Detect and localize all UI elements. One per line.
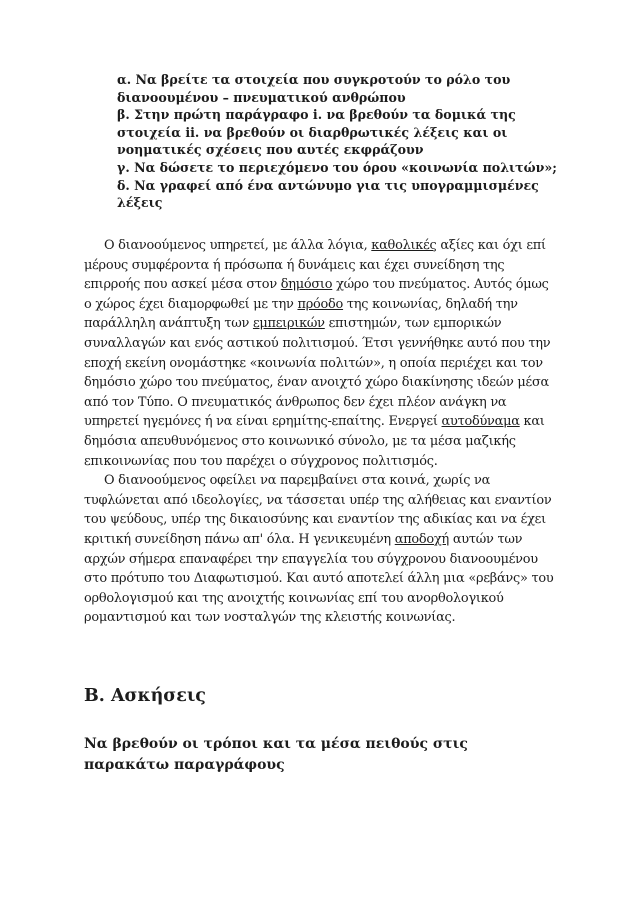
text-run: χώρο του πνεύματος. Αυτός όμως ο χώρος έχει διαμορφωθεί με την xyxy=(84,277,549,312)
text-run: της κοινωνίας, δηλαδή την παράλληλη ανάπτυξη των xyxy=(84,296,518,332)
passage-paragraph-1 xyxy=(84,236,556,471)
text-run: αξίες και όχι επί μέρους συμφέροντα ή πρόσωπα ή δυνάμεις και έχει συνείδηση της επιρροής που ασκεί μέσα στον xyxy=(84,238,546,293)
underlined-word: αυτοδύναμα xyxy=(441,414,520,430)
underlined-word: πρόοδο xyxy=(297,296,344,312)
question-c: γ. Να δώσετε το περιεχόμενο του όρου «κοινωνία πολιτών»; xyxy=(117,159,557,175)
passage-paragraph-2 xyxy=(84,471,556,628)
underlined-word: εμπειρικών xyxy=(252,316,325,332)
underlined-word: καθολικές xyxy=(371,238,437,253)
passage xyxy=(84,236,556,628)
question-a: α. Να βρείτε τα στοιχεία που συγκροτούν το ρόλο του διανοουμένου – πνευματικού ανθρώπου xyxy=(117,72,511,105)
underlined-word: δημόσιο xyxy=(280,277,333,293)
text-run: Ο διανοούμενος υπηρετεί, με άλλα λόγια, xyxy=(104,238,372,253)
exercise-heading: Να βρεθούν οι τρόποι και τα μέσα πειθούς στις παρακάτω παραγράφους xyxy=(84,736,468,773)
underlined-word: αποδοχή xyxy=(394,531,449,547)
question-b: β. Στην πρώτη παράγραφο i. να βρεθούν τα δομικά της στοιχεία ii. να βρεθούν οι διαρθρωτικές λέξεις και οι νοηματικές σχέσεις που αυτές εκφράζουν xyxy=(117,107,516,158)
text-run: Ο διανοούμενος οφείλει να παρεμβαίνει στα κοινά, χωρίς να τυφλώνεται από ιδεολογίες, να τάσσεται υπέρ της αλήθειας και εναντίον του ψεύδους, υπέρ της δικαιοσύνης και εναντίον της αδικίας και να έχει κριτική συνείδηση πάνω απ' όλα. Η γενικευμένη xyxy=(84,473,552,547)
text-run: και δημόσια απευθυνόμενος στο κοινωνικό σύνολο, με τα μέσα μαζικής επικοινωνίας που του παρέχει ο σύγχρονος πολιτισμός. xyxy=(84,414,545,469)
section-title: Β. Ασκήσεις xyxy=(84,686,206,706)
question-d: δ. Να γραφεί από ένα αντώνυμο για τις υπογραμμισμένες λέξεις xyxy=(117,177,539,211)
text-run: επιστημών, των εμπορικών συναλλαγών και ενός αστικού πολιτισμού. Έτσι γεννήθηκε αυτό που την εποχή εκείνη ονομάστηκε «κοινωνία πολιτών», η οποία περιέχει και τον δημόσιο χώρο του πνεύματος, έναν ανοιχτό χώρο διακίνησης ιδεών μέσα από τον Τύπο. Ο πνευματικός άνθρωπος δεν έχει πλέον ανάγκη να υπηρετεί ηγεμόνες ή να είναι ερημίτης-επαίτης. Ενεργεί xyxy=(84,316,551,430)
text-run: αυτών των αρχών σήμερα επαναφέρει την επαγγελία του σύγχρονου διανοουμένου στο πρότυπο του Διαφωτισμού. Και αυτό αποτελεί άλλη μια «ρεβάνς» του ορθολογισμού και της ανοιχτής κοινωνίας επί του ανορθολογικού ρομαντισμού και των νοσταλγών της κλειστής κοινωνίας. xyxy=(84,531,554,626)
question-list xyxy=(117,71,557,212)
